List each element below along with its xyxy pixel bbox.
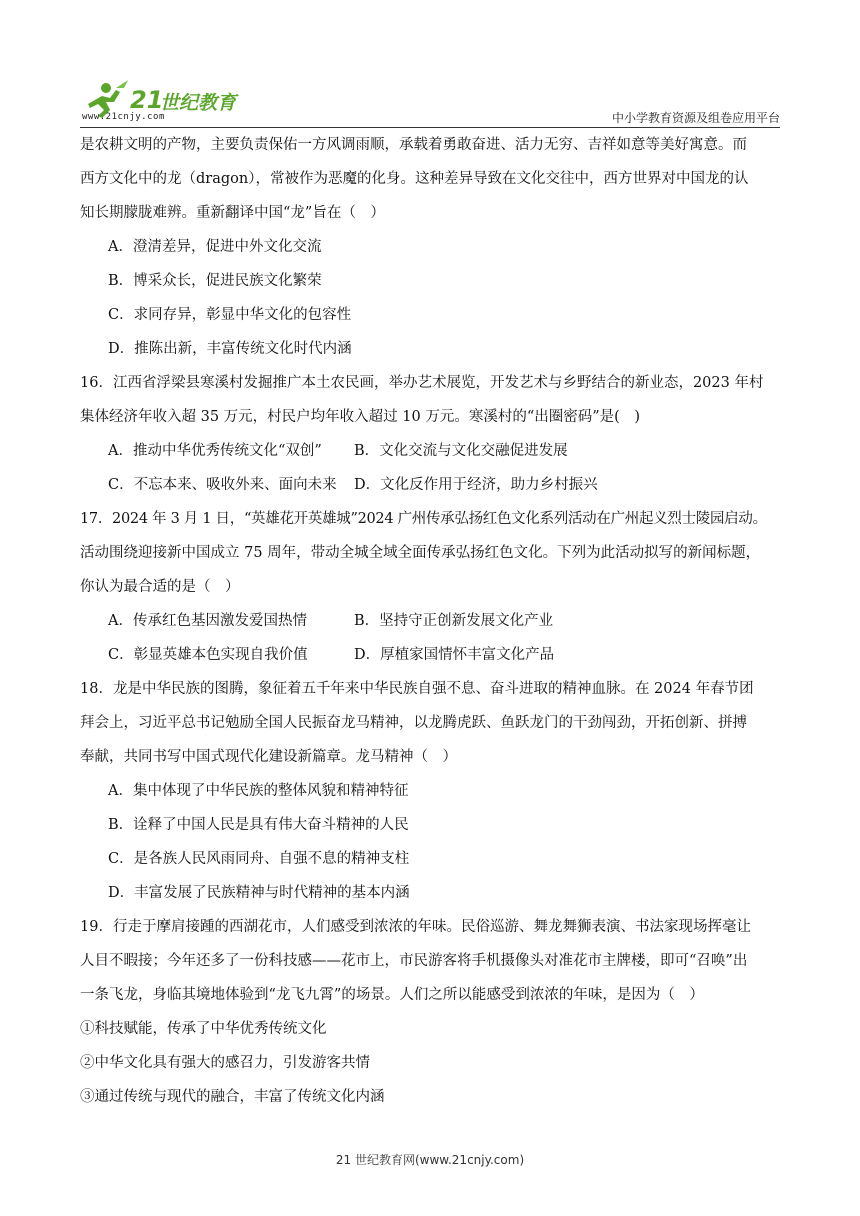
- q16-options-row: [80, 434, 780, 468]
- q16-line: 16．江西省浮梁县寒溪村发掘推广本土农民画，举办艺术展览，开发艺术与乡野结合的新业态，2023 年村: [80, 375, 764, 391]
- q18-line: 拜会上，习近平总书记勉励全国人民振奋龙马精神，以龙腾虎跃、鱼跃龙门的干劲闯劲，开拓创新、拼搏: [80, 715, 747, 731]
- q17-option-d: D．厚植家国情怀丰富文化产品: [354, 647, 555, 663]
- q18-option-c: C．是各族人民风雨同舟、自强不息的精神支柱: [108, 851, 410, 867]
- page-footer: 21 世纪教育网(www.21cnjy.com): [335, 1153, 525, 1167]
- q15-option-a: A．澄清差异，促进中外文化交流: [108, 239, 322, 255]
- q16-option-b: B．文化交流与文化交融促进发展: [354, 443, 568, 459]
- page-header: [80, 72, 780, 128]
- q17-line: 17．2024 年 3 月 1 日，“英雄花开英雄城”2024 广州传承弘扬红色文化系列活动在广州起义烈士陵园启动。: [80, 511, 767, 527]
- q15-option-d: D．推陈出新，丰富传统文化时代内涵: [108, 341, 352, 357]
- q17-option-c: C．彰显英雄本色实现自我价值: [108, 647, 308, 663]
- q15-option-b: B．博采众长，促进民族文化繁荣: [108, 273, 322, 289]
- q18-line: 18．龙是中华民族的图腾，象征着五千年来中华民族自强不息、奋斗进取的精神血脉。在 2024 年春节团: [80, 681, 754, 697]
- question-17: [80, 502, 780, 672]
- q18-line: 奉献，共同书写中国式现代化建设新篇章。龙马精神（ ）: [80, 749, 457, 765]
- q19-line: 人目不暇接；今年还多了一份科技感——花市上，市民游客将手机摄像头对准花市主牌楼，即可“召唤”出: [80, 953, 748, 969]
- q16-options-row: [80, 468, 780, 502]
- q15-line: 知长期朦胧难辨。重新翻译中国“龙”旨在（ ）: [80, 205, 385, 221]
- q16-option-a: A．推动中华优秀传统文化“双创”: [108, 443, 322, 459]
- q17-options-row: [80, 604, 780, 638]
- q16-line: 集体经济年收入超 35 万元，村民户均年收入超过 10 万元。寒溪村的“出圈密码”是( ): [80, 409, 640, 425]
- logo-url: www.21cnjy.com: [82, 112, 165, 122]
- q15-line: 是农耕文明的产物，主要负责保佑一方风调雨顺，承载着勇敢奋进、活力无穷、吉祥如意等美好寓意。而: [80, 137, 747, 153]
- q17-line: 你认为最合适的是（ ）: [80, 579, 240, 595]
- q18-option-b: B．诠释了中国人民是具有伟大奋斗精神的人民: [108, 817, 409, 833]
- logo-wordmark: 世纪教育: [160, 92, 237, 114]
- svg-text:21: 21: [130, 86, 164, 114]
- q19-statement-3: ③通过传统与现代的融合，丰富了传统文化内涵: [80, 1089, 385, 1105]
- brand-logo: [80, 74, 260, 126]
- question-15-tail: [80, 128, 780, 366]
- q15-option-c: C．求同存异，彰显中华文化的包容性: [108, 307, 352, 323]
- q17-option-b: B．坚持守正创新发展文化产业: [354, 613, 554, 629]
- q17-option-a: A．传承红色基因激发爱国热情: [108, 613, 307, 629]
- document-body: [80, 128, 780, 1114]
- q18-option-d: D．丰富发展了民族精神与时代精神的基本内涵: [108, 885, 410, 901]
- q15-line: 西方文化中的龙（dragon），常被作为恶魔的化身。这种差异导致在文化交往中，西方世界对中国龙的认: [80, 171, 749, 187]
- question-19: [80, 910, 780, 1114]
- q17-options-row: [80, 638, 780, 672]
- q17-line: 活动围绕迎接新中国成立 75 周年，带动全城全域全面传承弘扬红色文化。下列为此活动拟写的新闻标题，: [80, 545, 761, 561]
- platform-label: 中小学教育资源及组卷应用平台: [611, 111, 780, 125]
- q19-line: 一条飞龙，身临其境地体验到“龙飞九霄”的场景。人们之所以能感受到浓浓的年味，是因为（ ）: [80, 987, 704, 1003]
- q16-option-d: D．文化反作用于经济，助力乡村振兴: [354, 477, 598, 493]
- q16-option-c: C．不忘本来、吸收外来、面向未来: [108, 477, 337, 493]
- q19-statement-2: ②中华文化具有强大的感召力，引发游客共情: [80, 1055, 370, 1071]
- question-18: [80, 672, 780, 910]
- q19-statement-1: ①科技赋能，传承了中华优秀传统文化: [80, 1021, 327, 1037]
- q18-option-a: A．集中体现了中华民族的整体风貌和精神特征: [108, 783, 409, 799]
- question-16: [80, 366, 780, 502]
- q19-line: 19．行走于摩肩接踵的西湖花市，人们感受到浓浓的年味。民俗巡游、舞龙舞狮表演、书法家现场挥毫让: [80, 919, 751, 935]
